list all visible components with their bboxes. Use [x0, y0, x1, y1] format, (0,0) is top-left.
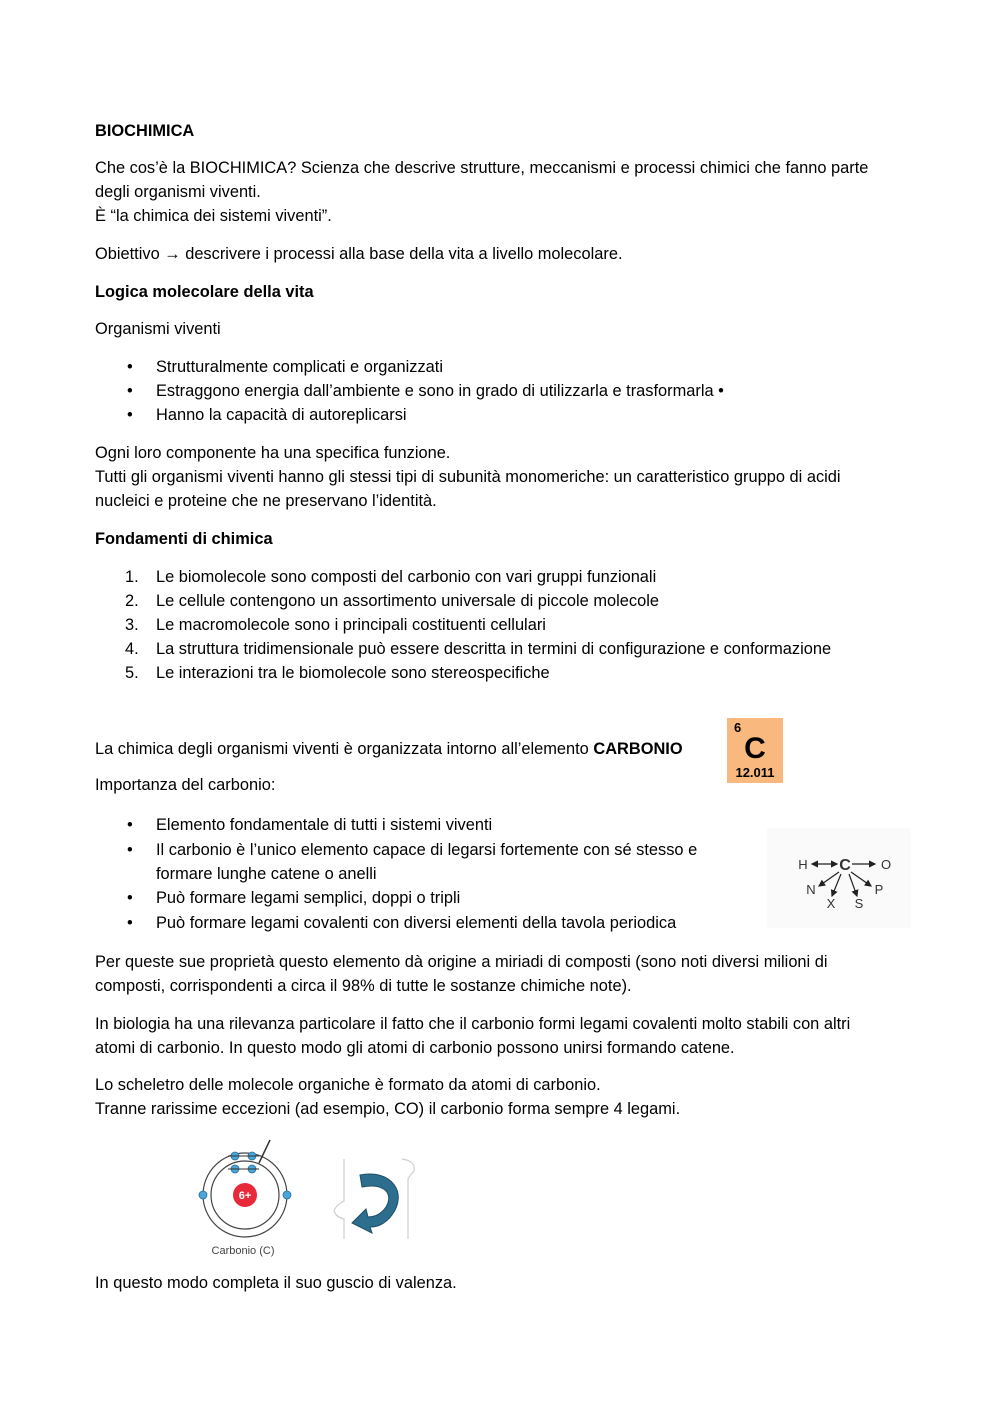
section-heading-fondamenti: Fondamenti di chimica [95, 530, 273, 548]
section1-para-line-2: Tutti gli organismi viventi hanno gli stessi tipi di subunità monomeriche: un caratteristico gruppo di acidi [95, 468, 841, 486]
carbon-intro [95, 737, 683, 761]
list-item: Strutturalmente complicati e organizzati [156, 358, 443, 376]
section-heading-logica: Logica molecolare della vita [95, 283, 314, 301]
bond-neighbor-label: H [798, 857, 808, 872]
carbon-atom-figure [190, 1135, 302, 1260]
list-item: Hanno la capacità di autoreplicarsi [156, 406, 407, 424]
electron [199, 1191, 207, 1199]
list-item: Può formare legami covalenti con diversi elementi della tavola periodica [156, 914, 677, 932]
figure-border-right [402, 1159, 414, 1239]
bullet-icon: • [127, 841, 133, 859]
list-item: La struttura tridimensionale può essere descritta in termini di configurazione e conformazione [156, 640, 832, 658]
list-item: Le macromolecole sono i principali costituenti cellulari [156, 616, 546, 634]
bond-neighbor-label: N [806, 882, 816, 897]
intro-line-3: È “la chimica dei sistemi viventi”. [95, 207, 332, 225]
bond-neighbor-label: O [880, 857, 892, 872]
list-item: Le cellule contengono un assortimento universale di piccole molecole [156, 592, 659, 610]
list-number: 1. [125, 568, 139, 586]
bullet-icon: • [127, 889, 133, 907]
list-item: Elemento fondamentale di tutti i sistemi viventi [156, 816, 493, 834]
section1-para-line-3: nucleici e proteine che ne preservano l’identità. [95, 492, 437, 510]
carbon-para2-line-1: In biologia ha una rilevanza particolare il fatto che il carbonio formi legami covalenti molto stabili con altri [95, 1015, 851, 1033]
intro-line-1: Che cos’è la BIOCHIMICA? Scienza che descrive strutture, meccanismi e processi chimici che fanno parte [95, 159, 869, 177]
bond-center-label: C [839, 857, 851, 874]
list-item: Può formare legami semplici, doppi o tripli [156, 889, 461, 907]
atom-caption: Carbonio (C) [211, 1245, 275, 1257]
list-item-continuation: formare lunghe catene o anelli [156, 865, 377, 883]
objective-line [95, 242, 623, 266]
nucleus-label: 6+ [238, 1190, 252, 1202]
arrow-right-icon: → [164, 245, 181, 263]
list-number: 4. [125, 640, 139, 658]
curved-arrow-icon [352, 1174, 398, 1233]
objective-text: descrivere i processi alla base della vita a livello molecolare. [185, 245, 623, 263]
intro-line-2: degli organismi viventi. [95, 183, 261, 201]
objective-prefix: Obiettivo [95, 245, 160, 263]
list-number: 3. [125, 616, 139, 634]
carbon-bonds-diagram [767, 828, 911, 928]
importance-label: Importanza del carbonio: [95, 776, 276, 794]
list-item: Le biomolecole sono composti del carbonio con vari gruppi funzionali [156, 568, 657, 586]
bond-neighbor-label: X [826, 896, 836, 911]
element-symbol: C [744, 732, 766, 765]
closing-line: In questo modo completa il suo guscio di valenza. [95, 1274, 457, 1292]
bullet-icon: • [127, 914, 133, 932]
bullet-icon: • [127, 406, 133, 424]
carbon-para1-line-2: composti, corrispondenti a circa il 98% di tutte le sostanze chimiche note). [95, 977, 632, 995]
carbon-element-tile [727, 718, 783, 783]
atomic-mass: 12.011 [735, 765, 775, 780]
list-item: Il carbonio è l’unico elemento capace di legarsi fortemente con sé stesso e [156, 841, 698, 859]
carbon-para3-line-2: Tranne rarissime eccezioni (ad esempio, CO) il carbonio forma sempre 4 legami. [95, 1100, 681, 1118]
bond-neighbor-label: P [874, 882, 884, 897]
document-title: BIOCHIMICA [95, 122, 195, 140]
list-item: Estraggono energia dall’ambiente e sono in grado di utilizzarla e trasformarla • [156, 382, 724, 400]
bullet-icon: • [127, 816, 133, 834]
carbon-para3-line-1: Lo scheletro delle molecole organiche è formato da atomi di carbonio. [95, 1076, 601, 1094]
electron [283, 1191, 291, 1199]
figure-border-left [334, 1159, 344, 1239]
section1-para-line-1: Ogni loro componente ha una specifica funzione. [95, 444, 451, 462]
carbon-para2-line-2: atomi di carbonio. In questo modo gli atomi di carbonio possono unirsi formando catene. [95, 1039, 735, 1057]
list-number: 5. [125, 664, 139, 682]
list-number: 2. [125, 592, 139, 610]
bullet-icon: • [127, 358, 133, 376]
bullet-icon: • [127, 382, 133, 400]
curved-arrow-figure [330, 1153, 424, 1243]
list-item: Le interazioni tra le biomolecole sono stereospecifiche [156, 664, 550, 682]
carbon-intro-text: La chimica degli organismi viventi è organizzata intorno all’elemento [95, 740, 594, 758]
carbon-intro-bold: CARBONIO [593, 740, 683, 758]
atomic-number: 6 [734, 720, 742, 735]
bond-neighbor-label: S [854, 896, 864, 911]
subheading-organismi: Organismi viventi [95, 320, 221, 338]
carbon-para1-line-1: Per queste sue proprietà questo elemento dà origine a miriadi di composti (sono noti diversi milioni di [95, 953, 828, 971]
